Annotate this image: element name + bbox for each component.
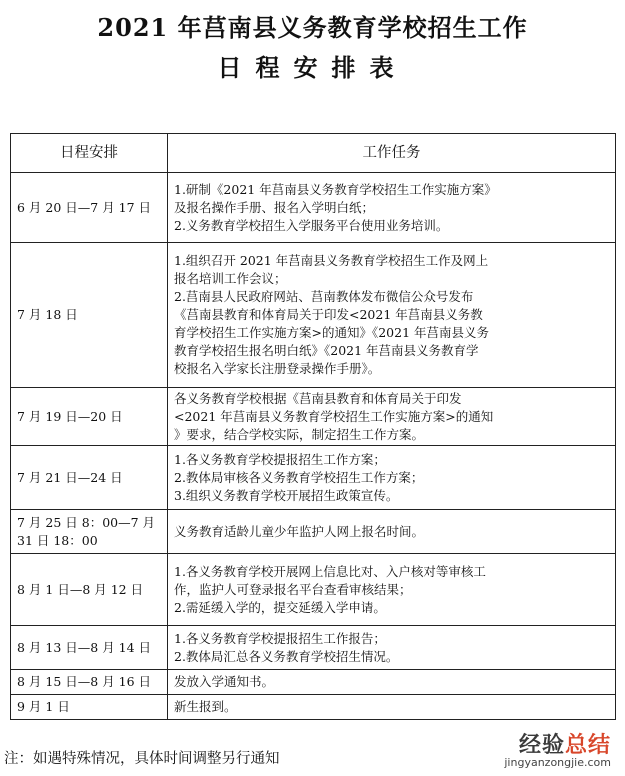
document-title-line1: 2021 年莒南县义务教育学校招生工作 <box>97 13 528 42</box>
schedule-task <box>168 173 616 243</box>
task-line: 2.教体局汇总各义务教育学校招生情况。 <box>174 648 399 664</box>
schedule-date: 8 月 15 日—8 月 16 日 <box>11 670 168 695</box>
task-line: 育学校招生工作实施方案>的通知》《2021 年莒南县义务 <box>174 325 490 340</box>
table-row <box>11 510 616 554</box>
task-line: <2021 年莒南县义务教育学校招生工作实施方案>的通知 <box>174 408 494 424</box>
schedule-date: 9 月 1 日 <box>11 695 168 720</box>
schedule-date: 7 月 25 日 8：00—7 月 31 日 18：00 <box>11 510 168 554</box>
schedule-date: 6 月 20 日—7 月 17 日 <box>11 173 168 243</box>
task-line: 教育学校招生报名明白纸》《2021 年莒南县义务教育学 <box>174 343 479 358</box>
task-line: 及报名操作手册、报名入学明白纸； <box>174 199 375 215</box>
task-line: 2.教体局审核各义务教育学校招生工作方案； <box>174 469 424 485</box>
schedule-task <box>168 243 616 388</box>
schedule-date: 8 月 1 日—8 月 12 日 <box>11 554 168 626</box>
task-line: 1.研制《2021 年莒南县义务教育学校招生工作实施方案》 <box>174 181 497 197</box>
schedule-date: 7 月 18 日 <box>11 243 168 388</box>
table-row <box>11 695 616 720</box>
table-row <box>11 554 616 626</box>
schedule-task <box>168 446 616 510</box>
schedule-date: 7 月 19 日—20 日 <box>11 388 168 446</box>
task-line: 各义务教育学校根据《莒南县教育和体育局关于印发 <box>174 390 462 406</box>
task-line: 作，监护人可登录报名平台查看审核结果； <box>174 581 412 597</box>
site-watermark <box>471 728 611 772</box>
footnote: 注：如遇特殊情况，具体时间调整另行通知 <box>4 751 280 767</box>
table-row <box>11 173 616 243</box>
task-line: 3.组织义务教育学校开展招生政策宣传。 <box>174 487 399 503</box>
task-line: 发放入学通知书。 <box>174 674 275 689</box>
document-title-line2: 日程安排表 <box>217 53 408 82</box>
schedule-table <box>10 133 616 720</box>
task-line: 2.需延缓入学的，提交延缓入学申请。 <box>174 599 386 615</box>
table-row <box>11 670 616 695</box>
task-line: 2.莒南县人民政府网站、莒南教体发布微信公众号发布 <box>174 289 474 304</box>
task-line: 报名培训工作会议； <box>174 271 287 286</box>
task-line: 新生报到。 <box>174 699 237 714</box>
schedule-task <box>168 388 616 446</box>
task-line: 《莒南县教育和体育局关于印发<2021 年莒南县义务教 <box>174 307 483 322</box>
table-row <box>11 243 616 388</box>
task-line: 1.各义务教育学校提报招生工作方案； <box>174 451 386 467</box>
schedule-task <box>168 510 616 554</box>
task-line: 1.组织召开 2021 年莒南县义务教育学校招生工作及网上 <box>174 253 489 268</box>
task-line: 校报名入学家长注册登录操作手册》。 <box>174 361 381 376</box>
task-line: 1.各义务教育学校开展网上信息比对、入户核对等审核工 <box>174 563 486 579</box>
task-line: 2.义务教育学校招生入学服务平台使用业务培训。 <box>174 217 449 233</box>
table-row <box>11 446 616 510</box>
schedule-task <box>168 695 616 720</box>
schedule-task <box>168 554 616 626</box>
header-date: 日程安排 <box>11 134 168 173</box>
schedule-task <box>168 670 616 695</box>
task-line: 》要求，结合学校实际，制定招生工作方案。 <box>174 426 425 442</box>
watermark-logo <box>519 728 611 759</box>
task-line: 义务教育适龄儿童少年监护人网上报名时间。 <box>174 523 425 539</box>
table-row <box>11 388 616 446</box>
schedule-date: 8 月 13 日—8 月 14 日 <box>11 626 168 670</box>
task-line: 1.各义务教育学校提报招生工作报告； <box>174 630 386 646</box>
schedule-task <box>168 626 616 670</box>
table-body <box>11 173 616 720</box>
schedule-date: 7 月 21 日—24 日 <box>11 446 168 510</box>
table-row <box>11 626 616 670</box>
watermark-text-b: 总结 <box>564 733 611 758</box>
header-task: 工作任务 <box>168 134 616 173</box>
table-header-row <box>11 134 616 173</box>
watermark-text-a: 经验 <box>518 733 565 758</box>
watermark-url: jingyanzongjie.com <box>504 756 611 769</box>
